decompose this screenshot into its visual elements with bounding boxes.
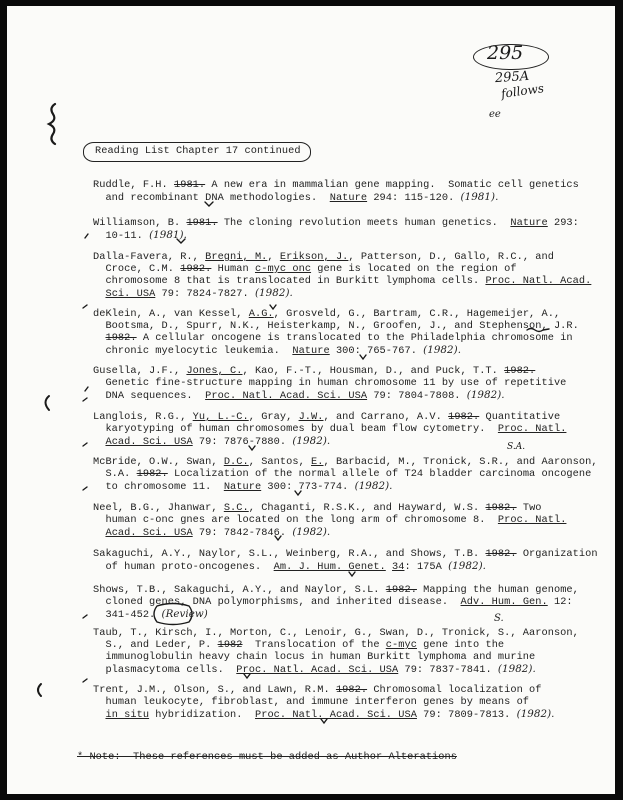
follow-note-line1: 295A bbox=[494, 68, 530, 87]
header-title: Reading List Chapter 17 continued bbox=[95, 145, 301, 157]
entry-line: Neel, B.G., Jhanwar, S.C., Chaganti, R.S.K., and Hayward, W.S. 1982. Two bbox=[93, 502, 542, 514]
footer-note: * Note: These references must be added as Author Alterations bbox=[77, 751, 457, 763]
entry-line: 10-11. (1981). bbox=[93, 229, 187, 242]
entry-line: McBride, O.W., Swan, D.C., Santos, E., Barbacid, M., Tronick, S.R., and Aaronson, bbox=[93, 456, 598, 468]
entry-line: Genetic fine-structure mapping in human chromosome 11 by use of repetitive bbox=[93, 377, 567, 389]
document-page bbox=[7, 6, 615, 794]
entry-line: Shows, T.B., Sakaguchi, A.Y., and Naylor, S.L. 1982. Mapping the human genome, bbox=[93, 584, 579, 596]
entry-line: Ruddle, F.H. 1981. A new era in mammalian gene mapping. Somatic cell genetics bbox=[93, 179, 579, 191]
entry-line: DNA sequences. Proc. Natl. Acad. Sci. USA 79: 7804-7808. (1982). bbox=[93, 389, 505, 402]
entry-line: Bootsma, D., Spurr, N.K., Heisterkamp, N., Groofen, J., and Stephenson, J.R. bbox=[93, 320, 579, 332]
entry-line: Langlois, R.G., Yu, L.-C., Gray, J.W., and Carrano, A.V. 1982. Quantitative bbox=[93, 411, 561, 423]
entry-line: Acad. Sci. USA 79: 7842-7846. (1982). bbox=[105, 526, 331, 539]
entry-line: Dalla-Favera, R., Bregni, M., Erikson, J., Patterson, D., Gallo, R.C., and bbox=[93, 251, 554, 263]
entry-line: and recombinant DNA methodologies. Nature 294: 115-120. (1981). bbox=[93, 191, 499, 204]
entry-line: Taub, T., Kirsch, I., Morton, C., Lenoir, G., Swan, D., Tronick, S., Aaronson, bbox=[93, 627, 579, 639]
entry-line: S.A. 1982. Localization of the normal allele of T24 bladder carcinoma oncogene bbox=[93, 468, 592, 480]
entry-line: immunoglobulin heavy chain locus in human Burkitt lymphoma and murine bbox=[93, 651, 536, 663]
entry-line: S., and Leder, P. 1982 Translocation of the c-myc gene into the bbox=[93, 639, 505, 651]
entry-line: Trent, J.M., Olson, S., and Lawn, R.M. 1982. Chromosomal localization of bbox=[93, 684, 542, 696]
entry-line: to chromosome 11. Nature 300: 773-774. (1982). bbox=[93, 480, 393, 493]
sa-insert: S.A. bbox=[507, 442, 526, 452]
entry-line: 1982. A cellular oncogene is translocated to the Philadelphia chromosome in bbox=[105, 332, 573, 344]
entry-line: cloned genes, DNA polymorphisms, and inherited disease. Adv. Hum. Gen. 12: bbox=[93, 596, 573, 608]
page-number: 295 bbox=[487, 42, 524, 64]
entry-line: human leukocyte, fibroblast, and immune interferon genes by means of bbox=[93, 696, 530, 708]
entry-line: in situ hybridization. Proc. Natl. Acad. Sci. USA 79: 7809-7813. (1982). bbox=[105, 708, 555, 721]
entry-line: Acad. Sci. USA 79: 7876-7880. (1982). bbox=[105, 435, 331, 448]
initials: ee bbox=[489, 109, 501, 120]
s-insert: S. bbox=[494, 613, 504, 624]
entry-line: Gusella, J.F., Jones, C., Kao, F.-T., Housman, D., and Puck, T.T. 1982. bbox=[93, 365, 536, 377]
entry-line: chronic myelocytic leukemia. Nature 300: 765-767. (1982). bbox=[93, 344, 462, 357]
entry-line: Sakaguchi, A.Y., Naylor, S.L., Weinberg, R.A., and Shows, T.B. 1982. Organization bbox=[93, 548, 598, 560]
entry-line: deKlein, A., van Kessel, A.G., Grosveld, G., Bartram, C.R., Hagemeijer, A., bbox=[93, 308, 561, 320]
pen-marks bbox=[7, 6, 615, 794]
entry-line: 341-452. (Review) bbox=[93, 608, 208, 621]
entry-line: of human proto-oncogenes. Am. J. Hum. Genet. 34: 175A (1982). bbox=[93, 560, 486, 573]
entry-line: Sci. USA 79: 7824-7827. (1982). bbox=[105, 287, 293, 300]
entry-line: chromosome 8 that is translocated in Burkitt lymphoma cells. Proc. Natl. Acad. bbox=[93, 275, 592, 287]
entry-line: Williamson, B. 1981. The cloning revolution meets human genetics. Nature 293: bbox=[93, 217, 579, 229]
follow-note-line2: follows bbox=[500, 81, 545, 101]
entry-line: plasmacytoma cells. Proc. Natl. Acad. Sci. USA 79: 7837-7841. (1982). bbox=[93, 663, 536, 676]
entry-line: human c-onc gnes are located on the long arm of chromosome 8. Proc. Natl. bbox=[93, 514, 567, 526]
entry-line: Croce, C.M. 1982. Human c-myc onc gene is located on the region of bbox=[93, 263, 517, 275]
entry-line: karyotyping of human chromosomes by dual beam flow cytometry. Proc. Natl. bbox=[93, 423, 567, 435]
